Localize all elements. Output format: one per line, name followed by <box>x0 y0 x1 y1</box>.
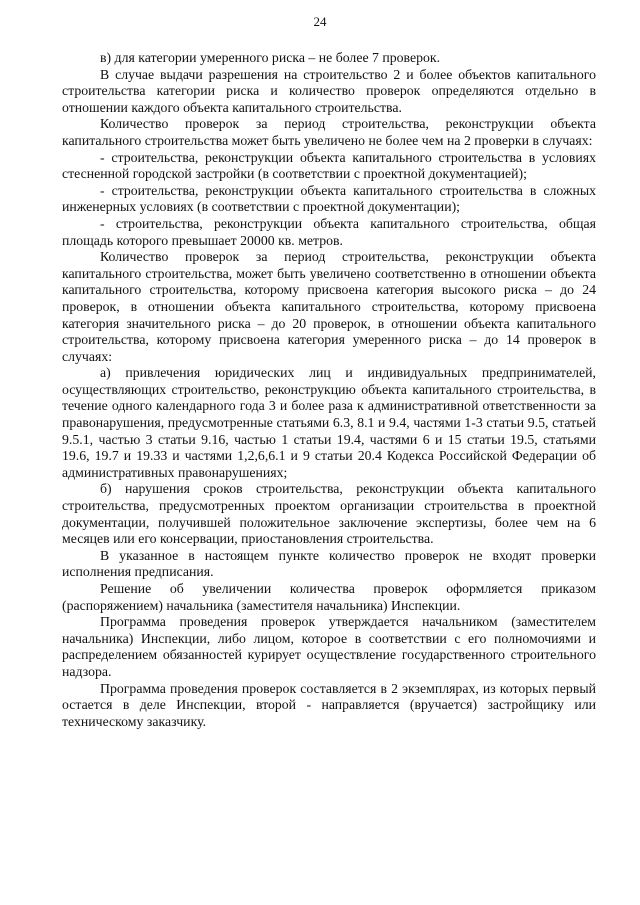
list-item-large-area: - строительства, реконструкции объекта капитального строительства, общая площадь которого превышает 20000 кв. метров. <box>62 215 596 248</box>
page-number: 24 <box>313 14 327 29</box>
paragraph-multiple-permits: В случае выдачи разрешения на строительство 2 и более объектов капитального строительства категории риска и количество проверок определяются отдельно в отношении каждого объекта капитального строительства. <box>62 66 596 115</box>
list-item-complex-engineering: - строительства, реконструкции объекта капитального строительства в сложных инженерных условиях (в соответствии с проектной документации); <box>62 182 596 215</box>
paragraph-program-copies: Программа проведения проверок составляется в 2 экземплярах, из которых первый остается в деле Инспекции, второй - направляется (вручается) застройщику или техническому заказчику. <box>62 680 596 729</box>
paragraph-excluded-checks: В указанное в настоящем пункте количество проверок не входят проверки исполнения предписания. <box>62 547 596 580</box>
paragraph-increase-two-checks: Количество проверок за период строительства, реконструкции объекта капитального строительства может быть увеличено не более чем на 2 проверки в случаях: <box>62 116 596 148</box>
paragraph-program-approval: Программа проведения проверок утверждается начальником (заместителем начальника) Инспекции, либо лицом, которое в соответствии с его полномочиями и распределением обязанностей курирует осуществление государственного строительного надзора. <box>62 614 596 679</box>
paragraph-decision-order: Решение об увеличении количества проверок оформляется приказом (распоряжением) начальника (заместителя начальника) Инспекции. <box>62 581 596 613</box>
paragraph-moderate-risk-limit: в) для категории умеренного риска – не более 7 проверок. <box>100 50 441 65</box>
list-item-dense-development: - строительства, реконструкции объекта капитального строительства в условиях стесненной городской застройки (в соответствии с проектной документацией); <box>62 149 596 182</box>
document-body <box>62 50 596 730</box>
list-item-b-deadline-violation: б) нарушения сроков строительства, реконструкции объекта капитального строительства, предусмотренных проектом организации строительства в проектной документации, получившей положительное заключение экспертизы, более чем на 6 месяцев или его консервации, приостановления строительства. <box>62 481 596 547</box>
list-item-a-administrative-liability: а) привлечения юридических лиц и индивидуальных предпринимателей, осуществляющих строительство, реконструкцию объекта капитального строительства, в течение одного календарного года 3 и более раза к административной ответственности за правонарушения, предусмотренные статьями 6.3, 8.1 и 9.4, частями 1-3 статьи 9.5, статьей 9.5.1, частью 3 статьи 9.16, частью 1 статьи 19.4, частями 6 и 15 статьи 19.5, статьями 19.6, 19.7 и 19.33 и частями 1,2,6,6.1 и 9 статьи 20.4 Кодекса Российской Федерации об административных правонарушениях; <box>62 365 596 480</box>
paragraph-increase-by-category: Количество проверок за период строительства, реконструкции объекта капитального строительства, может быть увеличено соответственно в отношении объекта капитального строительства, которому присвоена категория высокого риска – до 24 проверок, в отношении объекта капитального строительства, которому присвоена категория значительного риска – до 20 проверок, в отношении объекта капитального строительства, которому присвоена категория умеренного риска – до 14 проверок в случаях: <box>62 249 596 364</box>
